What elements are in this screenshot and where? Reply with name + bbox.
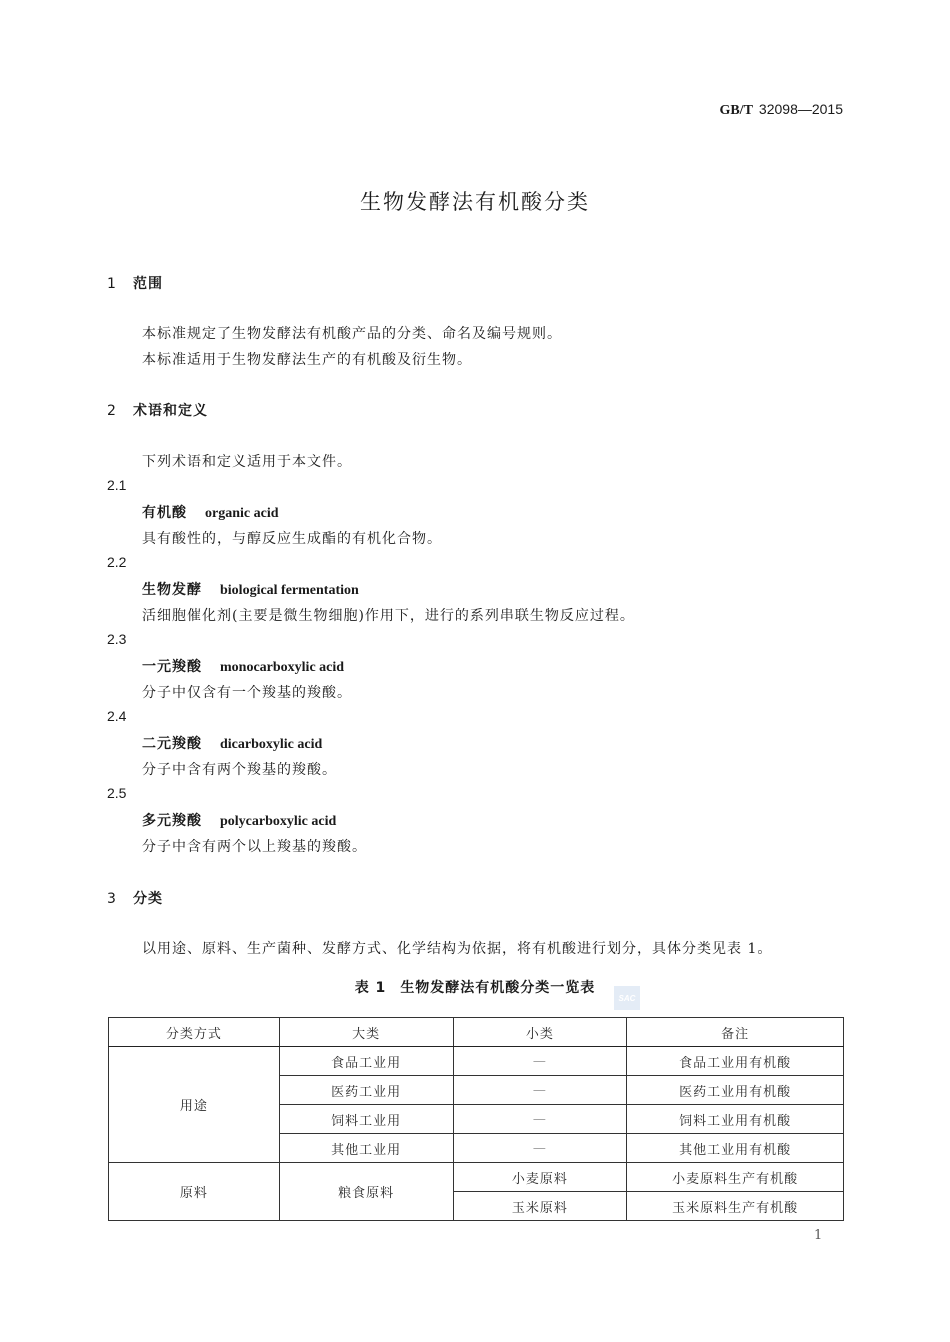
clause-number: 2.1: [107, 477, 127, 493]
table-caption: [0, 977, 950, 997]
term-en: dicarboxylic acid: [220, 737, 323, 752]
term-heading: [142, 810, 336, 830]
method-cell: 原料: [109, 1163, 280, 1221]
major-cell: 粮食原料: [279, 1163, 453, 1221]
paragraph: 本标准适用于生物发酵法生产的有机酸及衍生物。: [142, 352, 472, 368]
classification-table: [108, 1017, 844, 1221]
minor-cell: —: [453, 1105, 627, 1134]
term-definition: 分子中含有两个羧基的羧酸。: [142, 762, 337, 778]
major-cell: 饲料工业用: [279, 1105, 453, 1134]
term-en: monocarboxylic acid: [220, 660, 345, 675]
clause-number: 2.5: [107, 785, 127, 801]
section-number: 1: [107, 276, 116, 292]
minor-cell: —: [453, 1134, 627, 1163]
term-en: polycarboxylic acid: [220, 814, 337, 829]
method-cell: 用途: [109, 1047, 280, 1163]
section-heading-scope: [107, 273, 163, 293]
term-zh: 一元羧酸: [142, 659, 202, 675]
clause-number: 2.2: [107, 554, 127, 570]
paragraph: 以用途、原料、生产菌种、发酵方式、化学结构为依据，将有机酸进行划分，具体分类见表 1。: [142, 941, 773, 957]
document-title: 生物发酵法有机酸分类: [360, 190, 590, 214]
section-number: 3: [107, 891, 116, 907]
standard-code: [719, 101, 843, 119]
section-title: 范围: [133, 276, 163, 292]
term-zh: 多元羧酸: [142, 813, 202, 829]
column-header: 分类方式: [109, 1018, 280, 1047]
term-heading: [142, 733, 322, 753]
term-definition: 具有酸性的，与醇反应生成酯的有机化合物。: [142, 531, 442, 547]
table-label: 表 1: [354, 980, 387, 996]
page-number: 1: [814, 1228, 823, 1243]
term-definition: 分子中含有两个以上羧基的羧酸。: [142, 839, 367, 855]
term-zh: 二元羧酸: [142, 736, 202, 752]
note-cell: 其他工业用有机酸: [627, 1134, 844, 1163]
term-zh: 生物发酵: [142, 582, 202, 598]
minor-cell: —: [453, 1047, 627, 1076]
column-header: 小类: [453, 1018, 627, 1047]
major-cell: 医药工业用: [279, 1076, 453, 1105]
section-title: 术语和定义: [133, 403, 208, 419]
minor-cell: 玉米原料: [453, 1192, 627, 1221]
standard-prefix: GB/T: [719, 103, 753, 118]
note-cell: 医药工业用有机酸: [627, 1076, 844, 1105]
major-cell: 食品工业用: [279, 1047, 453, 1076]
table-row: [109, 1163, 844, 1192]
paragraph: 下列术语和定义适用于本文件。: [142, 454, 352, 470]
clause-number: 2.4: [107, 708, 127, 724]
standard-number: 32098—2015: [758, 101, 843, 117]
sac-watermark-logo: SAC: [614, 986, 640, 1010]
major-cell: 其他工业用: [279, 1134, 453, 1163]
term-definition: 分子中仅含有一个羧基的羧酸。: [142, 685, 352, 701]
term-heading: [142, 656, 344, 676]
term-en: organic acid: [205, 506, 279, 521]
term-heading: [142, 502, 279, 522]
column-header: 备注: [627, 1018, 844, 1047]
section-heading-classification: [107, 888, 163, 908]
paragraph: 本标准规定了生物发酵法有机酸产品的分类、命名及编号规则。: [142, 326, 562, 342]
section-heading-terms: [107, 400, 208, 420]
note-cell: 玉米原料生产有机酸: [627, 1192, 844, 1221]
term-zh: 有机酸: [142, 505, 187, 521]
table-title: 生物发酵法有机酸分类一览表: [400, 980, 596, 996]
table-header-row: [109, 1018, 844, 1047]
section-number: 2: [107, 403, 116, 419]
note-cell: 食品工业用有机酸: [627, 1047, 844, 1076]
note-cell: 饲料工业用有机酸: [627, 1105, 844, 1134]
note-cell: 小麦原料生产有机酸: [627, 1163, 844, 1192]
minor-cell: 小麦原料: [453, 1163, 627, 1192]
clause-number: 2.3: [107, 631, 127, 647]
column-header: 大类: [279, 1018, 453, 1047]
table-row: [109, 1047, 844, 1076]
minor-cell: —: [453, 1076, 627, 1105]
term-heading: [142, 579, 359, 599]
section-title: 分类: [133, 891, 163, 907]
term-en: biological fermentation: [220, 583, 359, 598]
term-definition: 活细胞催化剂(主要是微生物细胞)作用下，进行的系列串联生物反应过程。: [142, 608, 635, 624]
